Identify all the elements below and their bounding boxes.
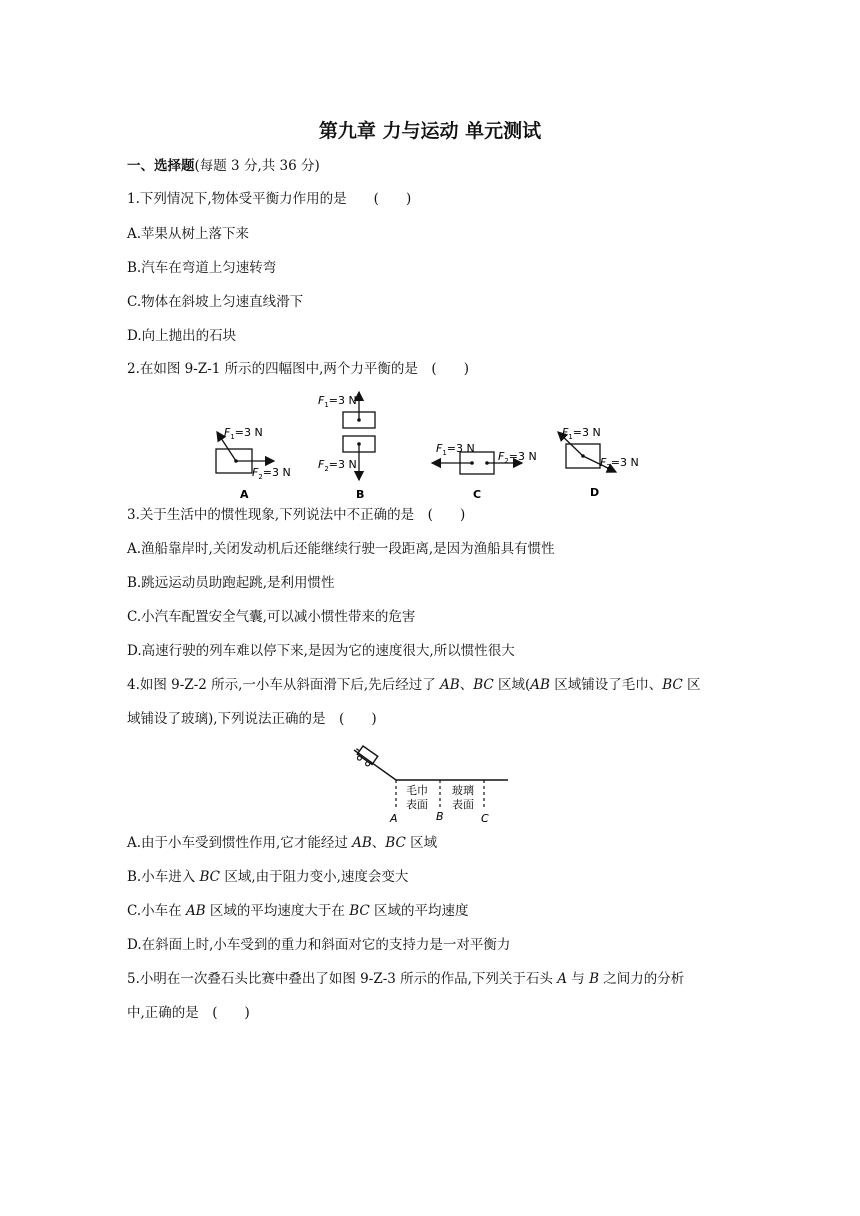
q4-option-d: D.在斜面上时,小车受到的重力和斜面对它的支持力是一对平衡力 <box>127 937 511 953</box>
diagram-b-label: B <box>356 488 365 501</box>
q4-option-c: C.小车在 AB 区域的平均速度大于在 BC 区域的平均速度 <box>127 903 469 919</box>
q3-option-b: B.跳远运动员助跑起跳,是利用惯性 <box>127 575 335 591</box>
q1-option-c: C.物体在斜坡上匀速直线滑下 <box>127 294 304 310</box>
diagram-c <box>432 442 537 501</box>
towel-label-1: 毛巾 <box>406 784 428 797</box>
diagram-b <box>318 392 375 501</box>
figure-9-z-2 <box>350 738 520 824</box>
diagram-c-label: C <box>473 488 482 501</box>
section-heading: 一、选择题(每题 3 分,共 36 分) <box>127 158 320 174</box>
point-a-label: A <box>390 812 398 824</box>
glass-label-1: 玻璃 <box>452 784 474 797</box>
point-b-label: B <box>436 810 444 823</box>
q1-stem: 1.下列情况下,物体受平衡力作用的是 ( ) <box>127 191 412 207</box>
q3-option-a: A.渔船靠岸时,关闭发动机后还能继续行驶一段距离,是因为渔船具有惯性 <box>127 541 555 557</box>
figure-9-z-1 <box>200 388 660 504</box>
glass-label-2: 表面 <box>452 798 474 811</box>
diagram-a-f2-label: $F_2=3$ N <box>252 466 291 481</box>
diagram-a-f1-label: $F_1=3$ N <box>224 426 263 441</box>
diagram-a-label: A <box>240 488 249 501</box>
diagram-d-f2-label: $F_2=3$ N <box>600 456 639 471</box>
q4-option-b: B.小车进入 BC 区域,由于阻力变小,速度会变大 <box>127 869 409 885</box>
q3-option-c: C.小汽车配置安全气囊,可以减小惯性带来的危害 <box>127 609 416 625</box>
q3-stem: 3.关于生活中的惯性现象,下列说法中不正确的是 ( ) <box>127 507 466 523</box>
q4-option-a: A.由于小车受到惯性作用,它才能经过 AB、BC 区域 <box>127 835 438 851</box>
diagram-d <box>558 426 639 499</box>
q5-stem-line1: 5.小明在一次叠石头比赛中叠出了如图 9-Z-3 所示的作品,下列关于石头 A 与 B 之间力的分析 <box>127 971 685 987</box>
diagram-a <box>216 426 291 501</box>
diagram-d-label: D <box>590 486 600 499</box>
towel-label-2: 表面 <box>406 798 428 811</box>
q3-option-d: D.高速行驶的列车难以停下来,是因为它的速度很大,所以惯性很大 <box>127 643 515 659</box>
diagram-c-f2-label: $F_2=3$ N <box>498 450 537 465</box>
q4-stem-line1: 4.如图 9-Z-2 所示,一小车从斜面滑下后,先后经过了 AB、BC 区域(AB 区域铺设了毛巾、BC 区 <box>127 677 701 693</box>
q2-stem: 2.在如图 9-Z-1 所示的四幅图中,两个力平衡的是 ( ) <box>127 361 469 377</box>
point-c-label: C <box>481 812 489 824</box>
q1-option-d: D.向上抛出的石块 <box>127 328 237 344</box>
q4-stem-line2: 域铺设了玻璃),下列说法正确的是 ( ) <box>127 711 377 727</box>
page-title: 第九章 力与运动 单元测试 <box>318 120 542 142</box>
diagram-d-f1-label: $F_1=3$ N <box>562 426 601 441</box>
q1-option-a: A.苹果从树上落下来 <box>127 226 250 242</box>
diagram-c-f1-label: $F_1=3$ N <box>436 442 475 457</box>
diagram-b-f1-label: $F_1=3$ N <box>318 394 357 409</box>
diagram-b-f2-label: $F_2=3$ N <box>318 458 357 473</box>
q5-stem-line2: 中,正确的是 ( ) <box>127 1005 250 1021</box>
q1-option-b: B.汽车在弯道上匀速转弯 <box>127 260 277 276</box>
